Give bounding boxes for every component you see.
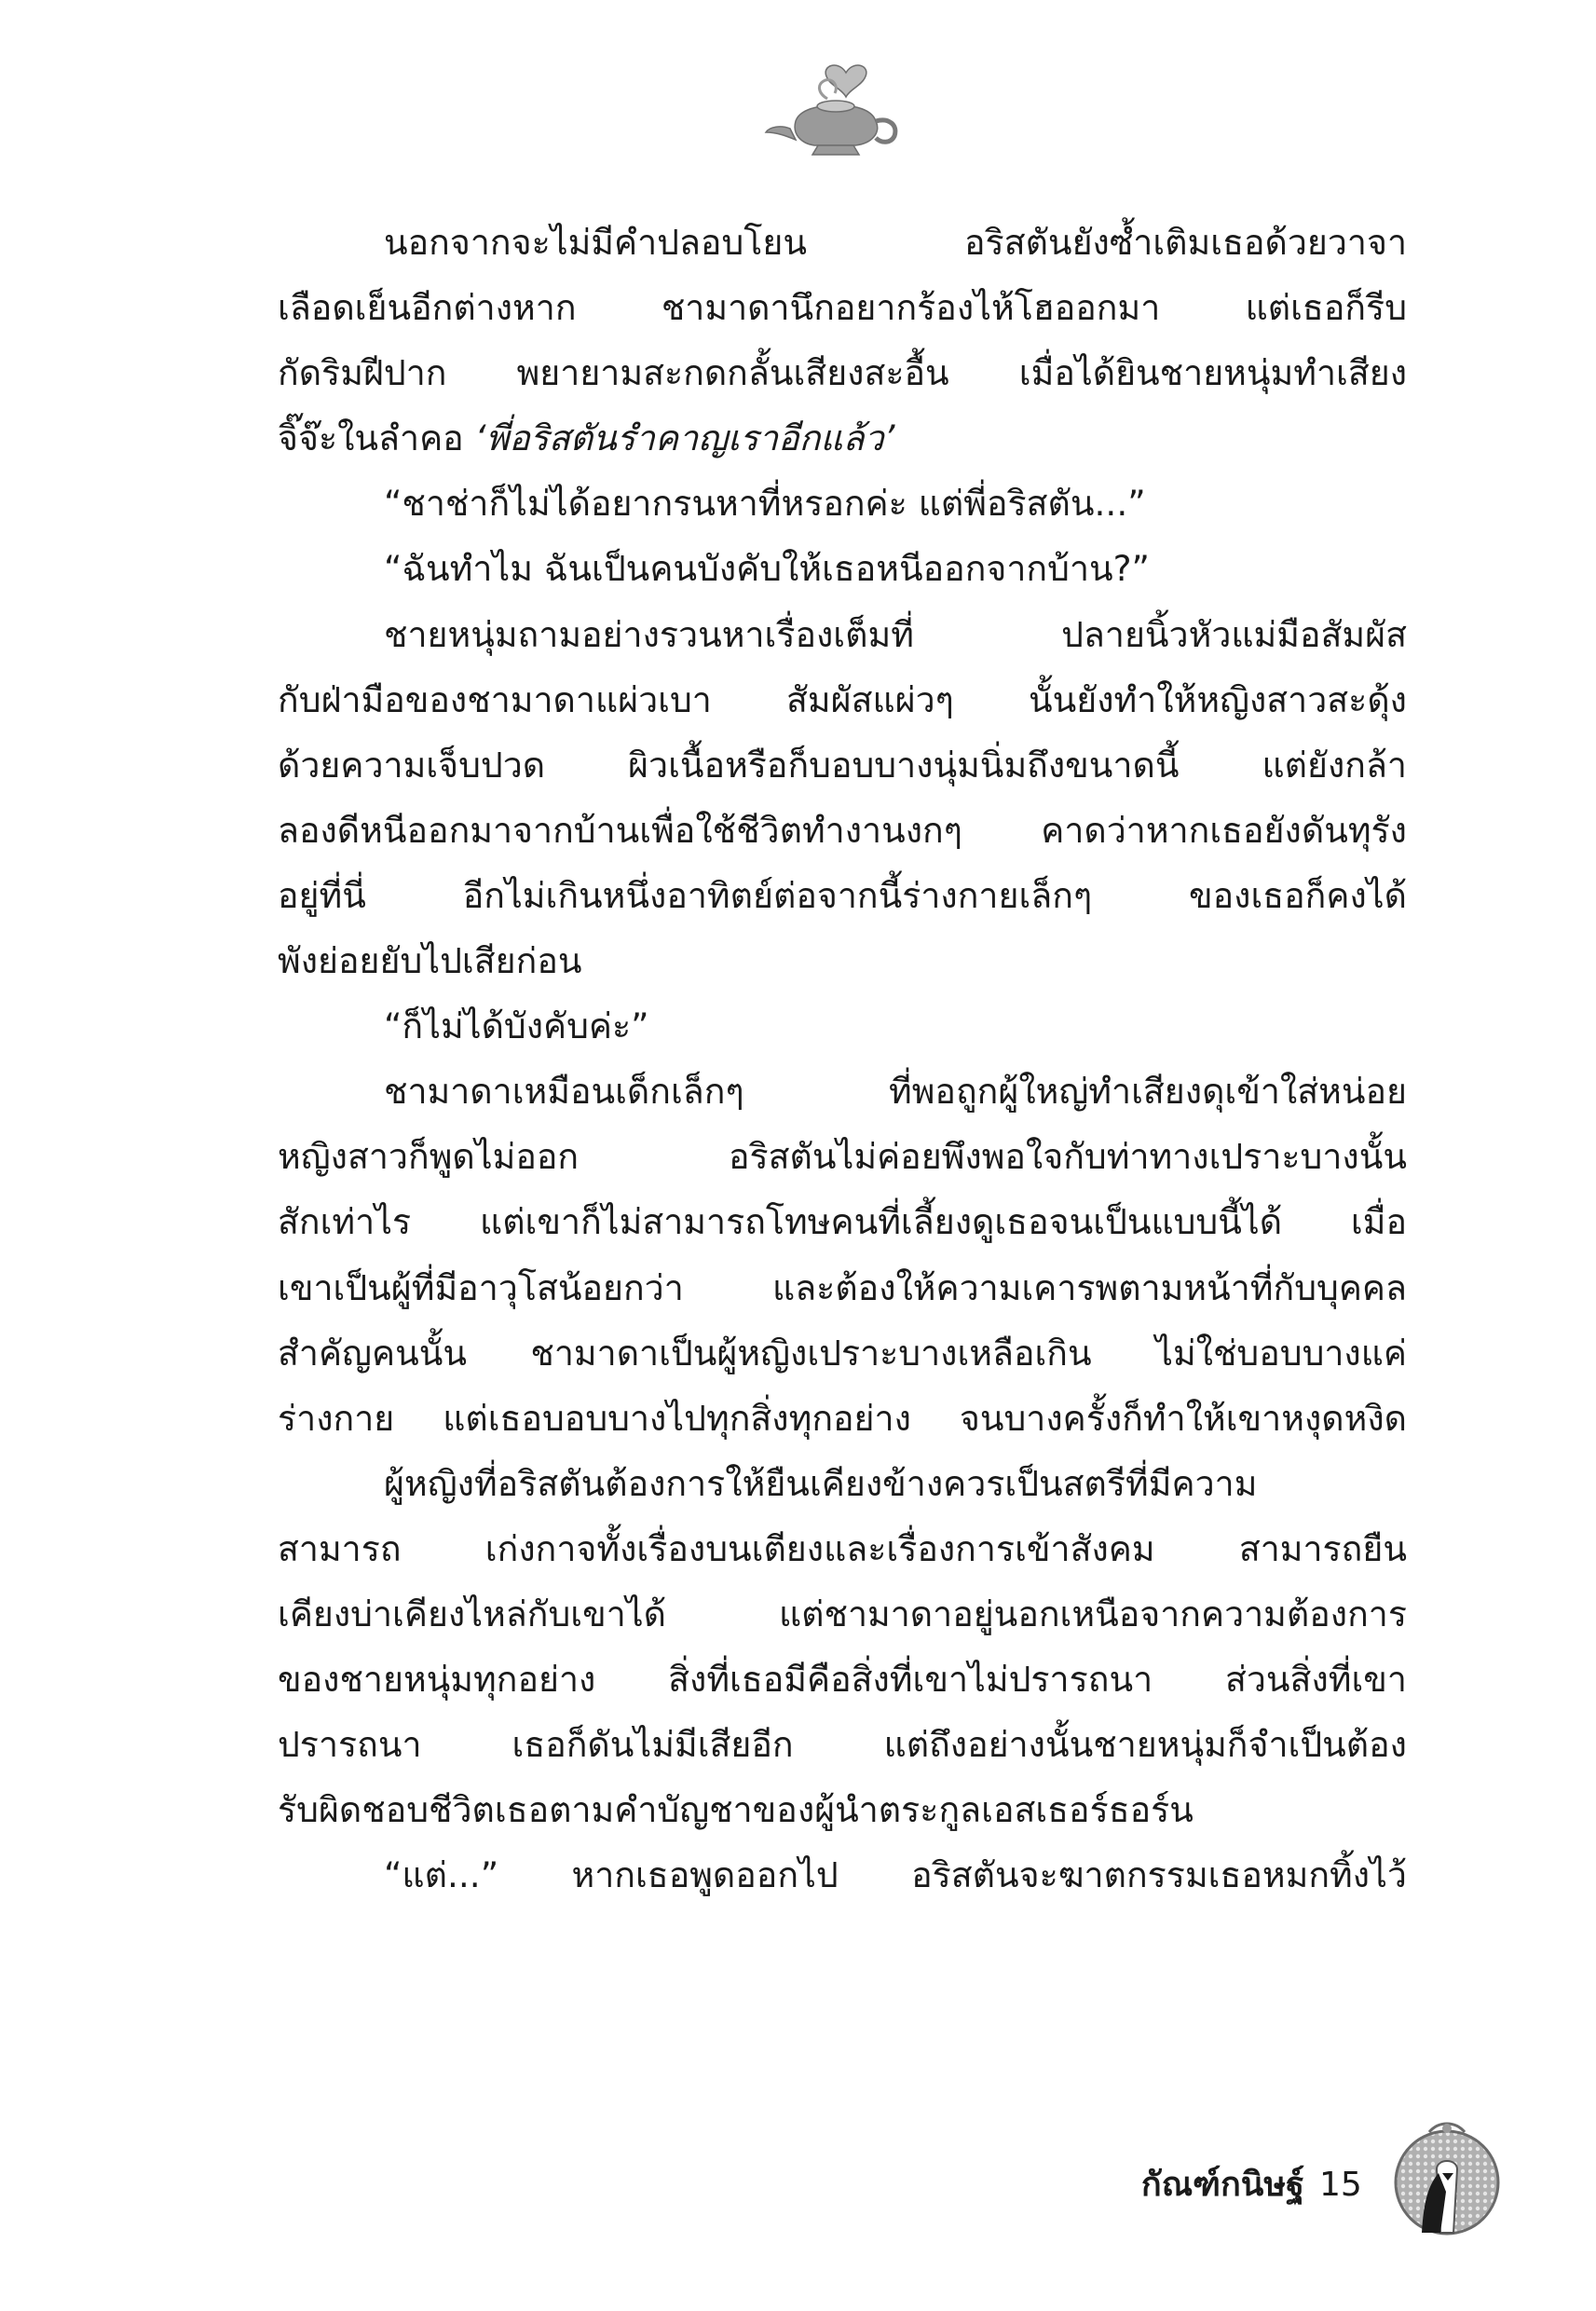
text-segment: ชามาดาเหมือนเด็กเล็กๆ ที่พอถูกผู้ใหญ่ทำเสียงดุเข้าใส่หน่อย [384, 1071, 1407, 1113]
text-segment: ชายหนุ่มถามอย่างรวนหาเรื่องเต็มที่ ปลายนิ้วหัวแม่มือสัมผัส [384, 613, 1407, 655]
text-segment: กับฝ่ามือของชามาดาแผ่วเบา สัมผัสแผ่วๆ นั้นยังทำให้หญิงสาวสะดุ้ง [278, 678, 1407, 720]
genie-lamp-icon [753, 56, 911, 168]
text-line [278, 1386, 1407, 1451]
text-segment: ด้วยความเจ็บปวด ผิวเนื้อหรือก็บอบบางนุ่มนิ่มถึงขนาดนี้ แต่ยังกล้า [278, 744, 1407, 786]
text-line [278, 732, 1407, 798]
text-segment: เลือดเย็นอีกต่างหาก ชามาดานึกอยากร้องไห้โฮออกมา แต่เธอก็รีบ [278, 287, 1407, 329]
text-line [278, 405, 1407, 471]
page-number: 15 [1319, 2166, 1362, 2204]
text-segment: หญิงสาวก็พูดไม่ออก อริสตันไม่ค่อยพึงพอใจกับท่าทางเปราะบางนั้น [278, 1136, 1407, 1178]
text-line [278, 1451, 1407, 1516]
text-segment: “ชาช่าก็ไม่ได้อยากรนหาที่หรอกค่ะ แต่พี่อริสตัน...” [384, 483, 1146, 525]
text-segment: นอกจากจะไม่มีคำปลอบโยน อริสตันยังซ้ำเติมเธอด้วยวาจา [384, 222, 1407, 263]
text-segment: จิ๊จ๊ะในลำคอ [278, 417, 475, 459]
text-line [278, 340, 1407, 405]
text-segment: สักเท่าไร แต่เขาก็ไม่สามารถโทษคนที่เลี้ยงดูเธอจนเป็นแบบนี้ได้ เมื่อ [278, 1201, 1407, 1243]
text-line [278, 602, 1407, 667]
text-segment: “ก็ไม่ได้บังคับค่ะ” [384, 1005, 649, 1047]
text-segment: รับผิดชอบชีวิตเธอตามคำบัญชาของผู้นำตระกูลเอสเธอร์ธอร์น [278, 1789, 1194, 1831]
text-segment: ร่างกาย แต่เธอบอบบางไปทุกสิ่งทุกอย่าง จนบางครั้งก็ทำให้เขาหงุดหงิด [278, 1397, 1407, 1439]
text-line [278, 1124, 1407, 1189]
text-segment: อยู่ที่นี่ อีกไม่เกินหนึ่งอาทิตย์ต่อจากนี้ร่างกายเล็กๆ ของเธอก็คงได้ [278, 874, 1407, 916]
text-line [278, 1581, 1407, 1647]
text-line [278, 1712, 1407, 1777]
text-line [278, 275, 1407, 340]
text-segment: เขาเป็นผู้ที่มีอาวุโสน้อยกว่า และต้องให้ความเคารพตามหน้าที่กับบุคคล [278, 1266, 1407, 1308]
text-line [278, 1842, 1407, 1908]
text-segment: ลองดีหนีออกมาจากบ้านเพื่อใช้ชีวิตทำงานงกๆ คาดว่าหากเธอยังดันทุรัง [278, 809, 1407, 851]
text-line [278, 1647, 1407, 1712]
text-line [278, 536, 1407, 601]
text-segment: สำคัญคนนั้น ชามาดาเป็นผู้หญิงเปราะบางเหลือเกิน ไม่ใช่บอบบางแค่ [278, 1332, 1407, 1374]
text-line [278, 798, 1407, 863]
wedding-couple-emblem-icon [1392, 2115, 1502, 2246]
text-line [278, 863, 1407, 928]
text-line [278, 1255, 1407, 1320]
text-line [278, 471, 1407, 536]
text-segment: “แต่...” หากเธอพูดออกไป อริสตันจะฆาตกรรมเธอหมกทิ้งไว้ [384, 1854, 1407, 1896]
text-segment: พังย่อยยับไปเสียก่อน [278, 940, 582, 982]
text-line [278, 1777, 1407, 1842]
text-segment: ปรารถนา เธอก็ดันไม่มีเสียอีก แต่ถึงอย่างนั้นชายหนุ่มก็จำเป็นต้อง [278, 1724, 1407, 1766]
text-line [278, 1516, 1407, 1581]
text-line [278, 1320, 1407, 1386]
text-segment: “ฉันทำไม ฉันเป็นคนบังคับให้เธอหนีออกจากบ้าน?” [384, 548, 1150, 590]
text-segment: สามารถ เก่งกาจทั้งเรื่องบนเตียงและเรื่องการเข้าสังคม สามารถยืน [278, 1527, 1407, 1569]
page-body [278, 210, 1407, 1908]
text-segment: เคียงบ่าเคียงไหล่กับเขาได้ แต่ชามาดาอยู่นอกเหนือจากความต้องการ [278, 1593, 1407, 1634]
text-segment: กัดริมฝีปาก พยายามสะกดกลั้นเสียงสะอื้น เมื่อได้ยินชายหนุ่มทำเสียง [278, 352, 1407, 394]
italic-thought: ‘พี่อริสตันรำคาญเราอีกแล้ว’ [474, 417, 895, 459]
text-line [278, 993, 1407, 1059]
text-segment: ผู้หญิงที่อริสตันต้องการให้ยืนเคียงข้างควรเป็นสตรีที่มีความ [384, 1462, 1258, 1504]
text-line [278, 1059, 1407, 1124]
footer-author: กัณฑ์กนิษฐ์ [1140, 2166, 1304, 2204]
text-line [278, 1189, 1407, 1254]
text-line [278, 667, 1407, 732]
text-line [278, 928, 1407, 993]
text-line [278, 210, 1407, 275]
text-segment: ของชายหนุ่มทุกอย่าง สิ่งที่เธอมีคือสิ่งที่เขาไม่ปรารถนา ส่วนสิ่งที่เขา [278, 1659, 1407, 1701]
